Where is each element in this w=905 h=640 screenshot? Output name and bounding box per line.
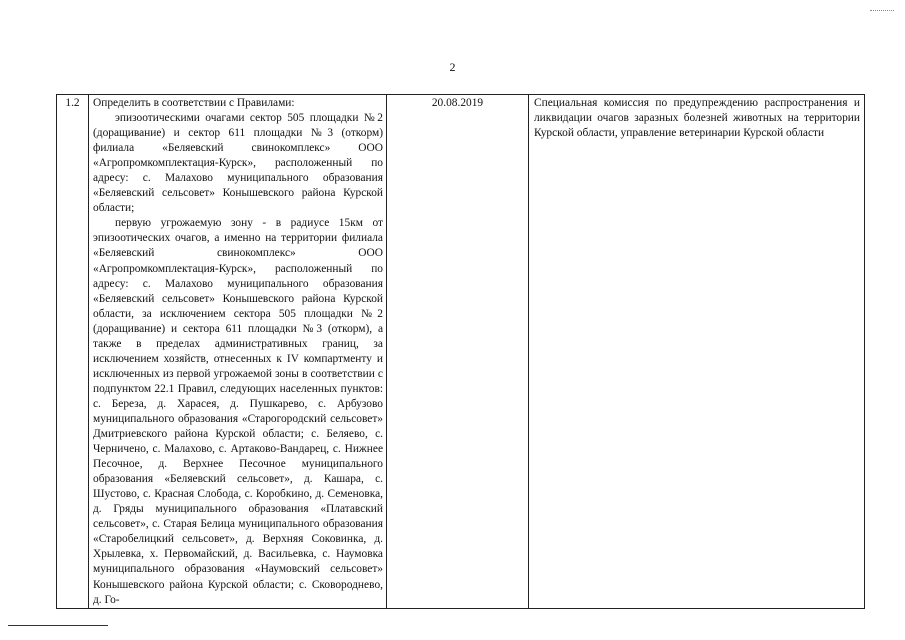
measure-paragraph-threat-zone: первую угрожаемую зону - в радиусе 15км от эпизоотических очагов, а именно на территории филиала «Беляевский свинокомплекс» ООО «Агропромкомплектация-Курск», расположенный по адресу: с. Малахово муниципального образования «Беляевский сельсовет» Конышевского района Курской области, за исключением сектора 505 площадки №2 (доращивание) и сектора 611 площадки №3 (откорм), а также в пределах административных границ, за исключением хозяйств, отнесенных к IV компартменту и исключенных из первой угрожаемой зоны в соответствии с подпунктом 22.1 Правил, следующих населенных пунктов: с. Береза, д. Харасея, д. Пушкарево, с. Арбузово муниципального образования «Старогородский сельсовет» Дмитриевского района Курской области; с. Беляево, с. Черничено, с. Малахово, с. Артаково-Вандарец, с. Нижнее Песочное, д. Верхнее Песочное муниципального образования «Беляевский сельсовет», д. Кашара, с. Шустово, с. Красная Слобода, с. Коробкино, д. Семеновка, д. Гряды муниципального образования «Платавский сельсовет», с. Старая Белица муниципального образования «Старобелицкий сельсовет», д. Верхняя Соковинка, д. Хрылевка, х. Первомайский, д. Васильевка, с. Наумовка муниципального образования «Наумовский сельсовет» Конышевского района Курской области; с. Сковородневo, д. Го- <box>93 217 383 606</box>
item-number-cell: 1.2 <box>57 95 89 609</box>
measure-content-cell <box>89 95 387 609</box>
measures-table <box>56 94 865 609</box>
date-cell: 20.08.2019 <box>387 95 529 609</box>
table-row <box>57 95 865 609</box>
responsible-text: Специальная комиссия по предупреждению распространения и ликвидации очагов заразных болезней животных на территории Курской области, управление ветеринарии Курской области <box>534 97 860 140</box>
footnote-divider <box>8 625 108 626</box>
scan-artifact <box>870 10 894 11</box>
responsible-cell <box>529 95 865 609</box>
measure-heading: Определить в соответствии с Правилами: <box>93 97 295 109</box>
page-number: 2 <box>449 60 456 74</box>
measure-paragraph-outbreaks: эпизоотическими очагами сектор 505 площадки №2 (доращивание) и сектор 611 площадки №3 (откорм) филиала «Беляевский свинокомплекс» ООО «Агропромкомплектация-Курск», расположенный по адресу: с. Малахово муниципального образования «Беляевский сельсовет» Конышевского района Курской области; <box>93 112 383 215</box>
